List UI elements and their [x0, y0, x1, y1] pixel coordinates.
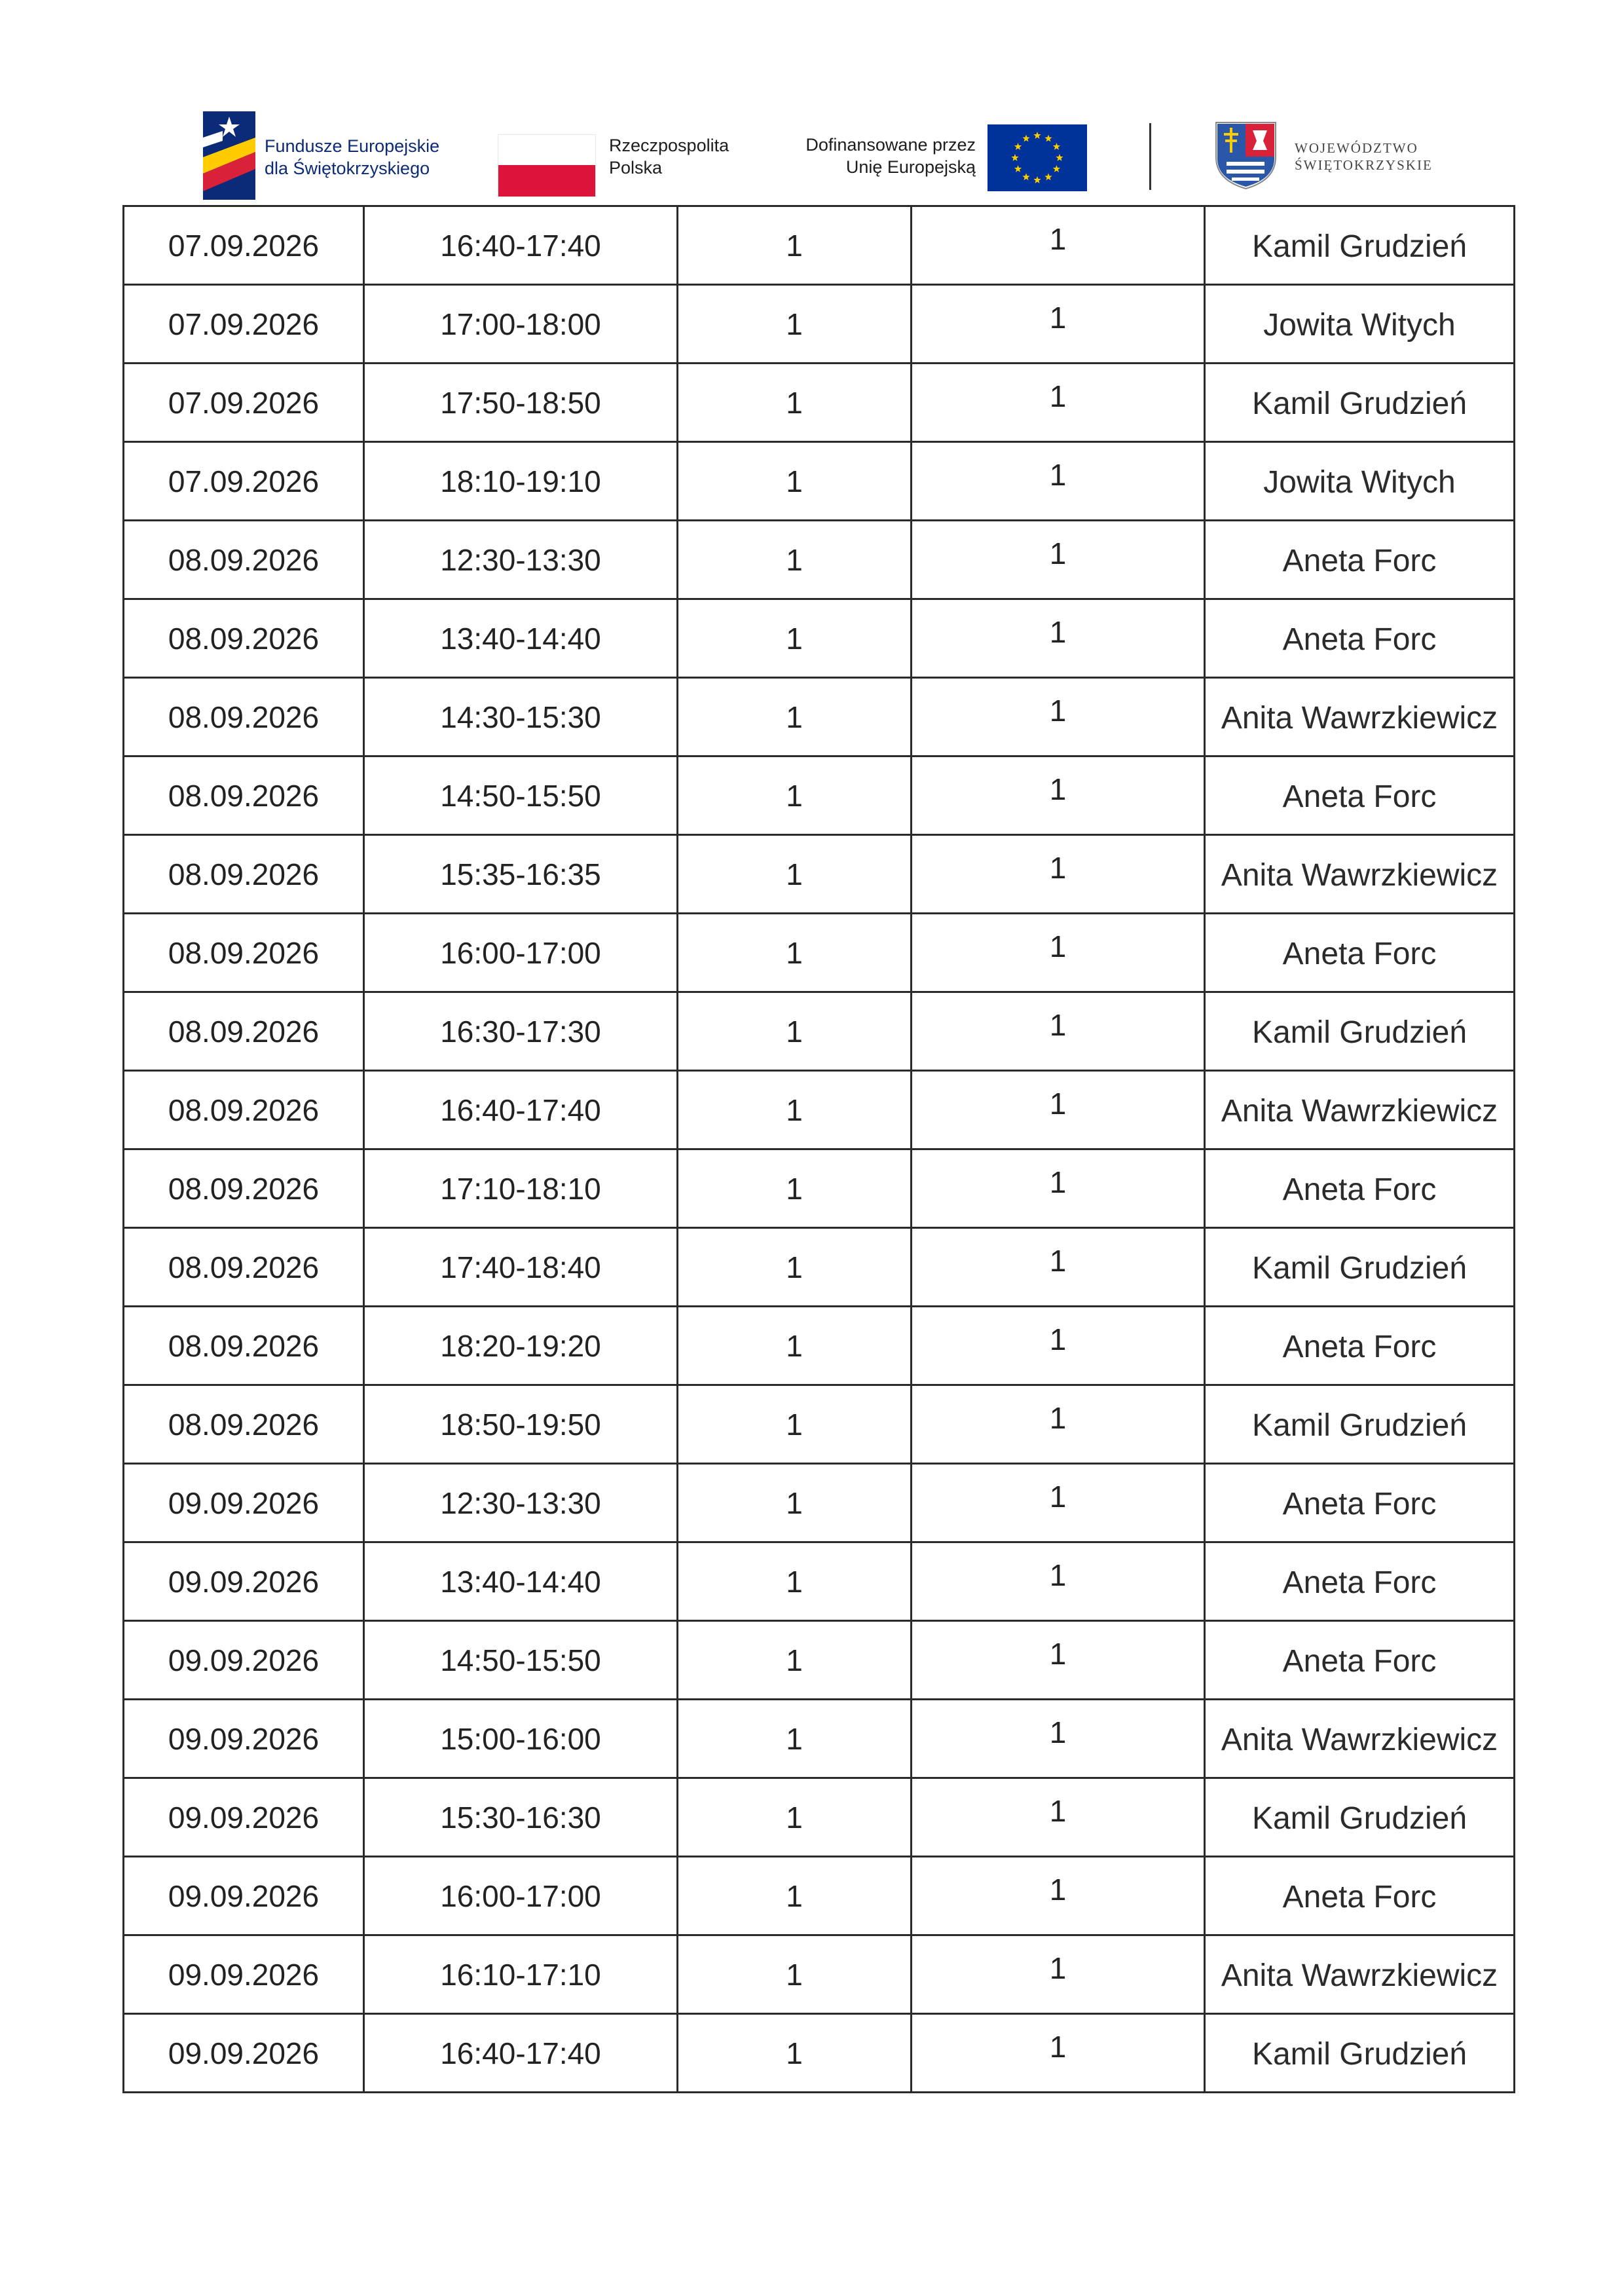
count-cell-2	[912, 678, 1205, 756]
count-cell-2-text: 1	[1049, 2029, 1067, 2064]
time-cell	[364, 206, 678, 285]
schedule-table-body	[124, 206, 1515, 2093]
time-cell-text: 15:00-16:00	[440, 1721, 601, 1756]
count-cell-1-text: 1	[786, 1014, 803, 1049]
count-cell-2-text: 1	[1049, 1243, 1067, 1278]
count-cell-2-text: 1	[1049, 1086, 1067, 1121]
date-cell	[124, 599, 364, 678]
count-cell-1	[678, 678, 912, 756]
time-cell	[364, 1071, 678, 1149]
person-cell	[1205, 1621, 1515, 1700]
date-cell	[124, 1857, 364, 1935]
table-row	[124, 1307, 1515, 1385]
count-cell-1-text: 1	[786, 1878, 803, 1913]
count-cell-2-text: 1	[1049, 1479, 1067, 1514]
date-cell	[124, 1778, 364, 1857]
date-cell-text: 09.09.2026	[168, 2036, 320, 2070]
count-cell-2	[912, 521, 1205, 599]
time-cell-text: 16:40-17:40	[440, 2036, 601, 2070]
time-cell-text: 18:10-19:10	[440, 464, 601, 498]
time-cell-text: 16:00-17:00	[440, 1878, 601, 1913]
count-cell-2-text: 1	[1049, 221, 1067, 256]
time-cell-text: 12:30-13:30	[440, 1485, 601, 1520]
count-cell-1-text: 1	[786, 1328, 803, 1363]
date-cell-text: 09.09.2026	[168, 1878, 320, 1913]
count-cell-1-text: 1	[786, 385, 803, 420]
sw-logo-line1: WOJEWÓDZTWO	[1295, 140, 1418, 156]
date-cell	[124, 2014, 364, 2093]
eu-logo-line1: Dofinansowane przez	[805, 135, 976, 155]
rzeczpospolita-polska-logo	[498, 134, 773, 200]
count-cell-1	[678, 2014, 912, 2093]
date-cell-text: 08.09.2026	[168, 700, 320, 734]
person-cell	[1205, 599, 1515, 678]
count-cell-2-text: 1	[1049, 379, 1067, 413]
time-cell-text: 17:40-18:40	[440, 1250, 601, 1284]
count-cell-1	[678, 1385, 912, 1464]
date-cell-text: 08.09.2026	[168, 1328, 320, 1363]
count-cell-2	[912, 1385, 1205, 1464]
person-cell-text: Anita Wawrzkiewicz	[1221, 1958, 1498, 1993]
date-cell	[124, 1307, 364, 1385]
count-cell-2	[912, 756, 1205, 835]
eu-star-icon	[1022, 173, 1029, 180]
time-cell-text: 14:30-15:30	[440, 700, 601, 734]
time-cell-text: 13:40-14:40	[440, 621, 601, 656]
rp-logo-line2: Polska	[609, 158, 663, 177]
date-cell-text: 09.09.2026	[168, 1721, 320, 1756]
count-cell-1-text: 1	[786, 1485, 803, 1520]
count-cell-1	[678, 1464, 912, 1542]
count-cell-1	[678, 1228, 912, 1307]
person-cell	[1205, 442, 1515, 521]
count-cell-2	[912, 2014, 1205, 2093]
time-cell	[364, 1149, 678, 1228]
table-row	[124, 914, 1515, 992]
time-cell	[364, 1307, 678, 1385]
time-cell	[364, 2014, 678, 2093]
count-cell-1	[678, 364, 912, 442]
date-cell-text: 09.09.2026	[168, 1800, 320, 1835]
count-cell-1-text: 1	[786, 1643, 803, 1677]
date-cell-text: 07.09.2026	[168, 464, 320, 498]
time-cell	[364, 1935, 678, 2014]
time-cell-text: 15:30-16:30	[440, 1800, 601, 1835]
date-cell-text: 08.09.2026	[168, 1250, 320, 1284]
count-cell-1	[678, 1542, 912, 1621]
date-cell-text: 08.09.2026	[168, 1407, 320, 1442]
date-cell	[124, 1935, 364, 2014]
time-cell	[364, 599, 678, 678]
date-cell-text: 09.09.2026	[168, 1957, 320, 1992]
date-cell	[124, 285, 364, 364]
eu-cofunding-logo	[773, 124, 1087, 196]
time-cell	[364, 1778, 678, 1857]
count-cell-1	[678, 1700, 912, 1778]
person-cell	[1205, 285, 1515, 364]
count-cell-2-text: 1	[1049, 457, 1067, 492]
count-cell-2-text: 1	[1049, 772, 1067, 806]
time-cell-text: 12:30-13:30	[440, 542, 601, 577]
table-row	[124, 1778, 1515, 1857]
count-cell-1-text: 1	[786, 464, 803, 498]
date-cell-text: 08.09.2026	[168, 1171, 320, 1206]
time-cell	[364, 1542, 678, 1621]
count-cell-2-text: 1	[1049, 1950, 1067, 1985]
logo-header	[0, 0, 1624, 216]
person-cell	[1205, 1857, 1515, 1935]
count-cell-1	[678, 914, 912, 992]
count-cell-2	[912, 1778, 1205, 1857]
count-cell-1-text: 1	[786, 1171, 803, 1206]
schedule-table	[122, 205, 1515, 2093]
time-cell	[364, 678, 678, 756]
eu-star-icon	[1022, 135, 1029, 142]
time-cell	[364, 1385, 678, 1464]
date-cell-text: 08.09.2026	[168, 1092, 320, 1127]
count-cell-2-text: 1	[1049, 1165, 1067, 1199]
table-row	[124, 1621, 1515, 1700]
count-cell-1-text: 1	[786, 700, 803, 734]
count-cell-1	[678, 1621, 912, 1700]
table-row	[124, 992, 1515, 1071]
table-row	[124, 1935, 1515, 2014]
time-cell	[364, 1464, 678, 1542]
date-cell-text: 08.09.2026	[168, 542, 320, 577]
count-cell-2-text: 1	[1049, 1400, 1067, 1435]
time-cell	[364, 835, 678, 914]
count-cell-2	[912, 1464, 1205, 1542]
person-cell-text: Anita Wawrzkiewicz	[1221, 701, 1498, 736]
count-cell-2	[912, 1071, 1205, 1149]
person-cell-text: Kamil Grudzień	[1251, 1015, 1467, 1050]
person-cell	[1205, 678, 1515, 756]
count-cell-1-text: 1	[786, 1957, 803, 1992]
time-cell	[364, 756, 678, 835]
count-cell-1	[678, 835, 912, 914]
eu-star-icon	[1053, 143, 1061, 150]
eu-star-icon	[1014, 143, 1022, 150]
time-cell-text: 16:30-17:30	[440, 1014, 601, 1049]
count-cell-1	[678, 1778, 912, 1857]
date-cell	[124, 678, 364, 756]
time-cell-text: 17:10-18:10	[440, 1171, 601, 1206]
count-cell-2	[912, 1857, 1205, 1935]
date-cell-text: 09.09.2026	[168, 1643, 320, 1677]
count-cell-2	[912, 1307, 1205, 1385]
date-cell	[124, 364, 364, 442]
table-row	[124, 521, 1515, 599]
count-cell-1-text: 1	[786, 228, 803, 263]
date-cell	[124, 1542, 364, 1621]
eu-star-icon	[1033, 132, 1041, 139]
person-cell-text: Kamil Grudzień	[1251, 1408, 1467, 1443]
person-cell-text: Aneta Forc	[1282, 1487, 1437, 1521]
time-cell	[364, 442, 678, 521]
time-cell	[364, 992, 678, 1071]
count-cell-2-text: 1	[1049, 1793, 1067, 1828]
count-cell-1	[678, 1857, 912, 1935]
table-row	[124, 599, 1515, 678]
count-cell-2	[912, 1935, 1205, 2014]
table-row	[124, 1542, 1515, 1621]
table-row	[124, 1149, 1515, 1228]
date-cell	[124, 1621, 364, 1700]
count-cell-1-text: 1	[786, 542, 803, 577]
date-cell	[124, 1149, 364, 1228]
time-cell-text: 16:00-17:00	[440, 935, 601, 970]
time-cell-text: 16:40-17:40	[440, 228, 601, 263]
count-cell-1-text: 1	[786, 1407, 803, 1442]
time-cell	[364, 285, 678, 364]
count-cell-2-text: 1	[1049, 536, 1067, 570]
table-row	[124, 835, 1515, 914]
count-cell-1	[678, 442, 912, 521]
wojewodztwo-swietokrzyskie-logo	[1215, 121, 1450, 193]
date-cell	[124, 914, 364, 992]
eu-flag-icon	[987, 124, 1087, 191]
person-cell-text: Aneta Forc	[1282, 1565, 1437, 1600]
person-cell-text: Anita Wawrzkiewicz	[1221, 1723, 1498, 1757]
person-cell	[1205, 835, 1515, 914]
table-row	[124, 1857, 1515, 1935]
count-cell-2-text: 1	[1049, 850, 1067, 885]
time-cell-text: 15:35-16:35	[440, 857, 601, 891]
date-cell-text: 08.09.2026	[168, 621, 320, 656]
rp-logo-line1: Rzeczpospolita	[609, 136, 729, 155]
count-cell-1	[678, 206, 912, 285]
table-row	[124, 1228, 1515, 1307]
count-cell-2-text: 1	[1049, 1715, 1067, 1749]
logo-divider	[1149, 123, 1151, 190]
date-cell-text: 09.09.2026	[168, 1564, 320, 1599]
count-cell-1-text: 1	[786, 1092, 803, 1127]
count-cell-2	[912, 206, 1205, 285]
table-row	[124, 285, 1515, 364]
date-cell-text: 08.09.2026	[168, 857, 320, 891]
person-cell-text: Anita Wawrzkiewicz	[1221, 1094, 1498, 1129]
count-cell-1	[678, 521, 912, 599]
date-cell	[124, 835, 364, 914]
count-cell-2-text: 1	[1049, 1007, 1067, 1042]
fe-logo-line2: dla Świętokrzyskiego	[265, 159, 430, 178]
count-cell-2	[912, 285, 1205, 364]
person-cell	[1205, 1700, 1515, 1778]
person-cell-text: Aneta Forc	[1282, 937, 1437, 971]
person-cell	[1205, 1307, 1515, 1385]
date-cell	[124, 442, 364, 521]
count-cell-2	[912, 1621, 1205, 1700]
person-cell-text: Aneta Forc	[1282, 622, 1437, 657]
table-row	[124, 364, 1515, 442]
person-cell	[1205, 992, 1515, 1071]
person-cell	[1205, 756, 1515, 835]
table-row	[124, 1071, 1515, 1149]
sw-logo-line2: ŚWIĘTOKRZYSKIE	[1295, 157, 1433, 173]
time-cell	[364, 1857, 678, 1935]
eu-star-icon	[1044, 173, 1052, 180]
fe-emblem-icon	[203, 111, 255, 200]
date-cell-text: 08.09.2026	[168, 778, 320, 813]
table-row	[124, 756, 1515, 835]
date-cell	[124, 1464, 364, 1542]
count-cell-1-text: 1	[786, 1250, 803, 1284]
date-cell	[124, 1228, 364, 1307]
count-cell-2	[912, 914, 1205, 992]
person-cell-text: Anita Wawrzkiewicz	[1221, 858, 1498, 893]
date-cell	[124, 1700, 364, 1778]
table-row	[124, 1700, 1515, 1778]
person-cell	[1205, 914, 1515, 992]
count-cell-1	[678, 1071, 912, 1149]
date-cell-text: 08.09.2026	[168, 935, 320, 970]
count-cell-2	[912, 992, 1205, 1071]
count-cell-1-text: 1	[786, 2036, 803, 2070]
count-cell-1	[678, 756, 912, 835]
person-cell-text: Aneta Forc	[1282, 1330, 1437, 1364]
person-cell-text: Kamil Grudzień	[1251, 1251, 1467, 1286]
count-cell-1	[678, 1935, 912, 2014]
time-cell-text: 18:50-19:50	[440, 1407, 601, 1442]
person-cell-text: Jowita Witych	[1263, 308, 1456, 343]
count-cell-2-text: 1	[1049, 929, 1067, 963]
table-row	[124, 1464, 1515, 1542]
time-cell-text: 14:50-15:50	[440, 1643, 601, 1677]
person-cell-text: Kamil Grudzień	[1251, 229, 1467, 264]
time-cell-text: 13:40-14:40	[440, 1564, 601, 1599]
person-cell-text: Jowita Witych	[1263, 465, 1456, 500]
table-row	[124, 442, 1515, 521]
date-cell-text: 07.09.2026	[168, 307, 320, 341]
time-cell-text: 17:50-18:50	[440, 385, 601, 420]
date-cell	[124, 1071, 364, 1149]
eu-star-icon	[1056, 154, 1063, 161]
count-cell-1-text: 1	[786, 621, 803, 656]
count-cell-1	[678, 285, 912, 364]
count-cell-1-text: 1	[786, 857, 803, 891]
count-cell-2	[912, 364, 1205, 442]
time-cell	[364, 521, 678, 599]
count-cell-1-text: 1	[786, 935, 803, 970]
date-cell	[124, 992, 364, 1071]
count-cell-2	[912, 1149, 1205, 1228]
time-cell-text: 16:10-17:10	[440, 1957, 601, 1992]
table-row	[124, 1385, 1515, 1464]
date-cell-text: 08.09.2026	[168, 1014, 320, 1049]
polish-flag-icon	[498, 134, 596, 197]
person-cell-text: Kamil Grudzień	[1251, 2037, 1467, 2072]
person-cell	[1205, 1464, 1515, 1542]
date-cell	[124, 206, 364, 285]
person-cell	[1205, 1542, 1515, 1621]
count-cell-1-text: 1	[786, 1564, 803, 1599]
table-row	[124, 678, 1515, 756]
time-cell	[364, 1621, 678, 1700]
count-cell-2-text: 1	[1049, 1872, 1067, 1907]
person-cell	[1205, 1228, 1515, 1307]
eu-star-icon	[1053, 165, 1061, 172]
count-cell-2-text: 1	[1049, 693, 1067, 728]
fe-logo-line1: Fundusze Europejskie	[265, 136, 440, 156]
count-cell-1-text: 1	[786, 1800, 803, 1835]
time-cell	[364, 364, 678, 442]
date-cell-text: 09.09.2026	[168, 1485, 320, 1520]
count-cell-1	[678, 599, 912, 678]
eu-star-icon	[1044, 135, 1052, 142]
eu-star-icon	[1011, 154, 1018, 161]
table-row	[124, 206, 1515, 285]
count-cell-1-text: 1	[786, 778, 803, 813]
time-cell	[364, 914, 678, 992]
time-cell	[364, 1700, 678, 1778]
time-cell-text: 18:20-19:20	[440, 1328, 601, 1363]
person-cell-text: Aneta Forc	[1282, 544, 1437, 578]
person-cell-text: Aneta Forc	[1282, 1644, 1437, 1679]
person-cell-text: Kamil Grudzień	[1251, 1801, 1467, 1836]
eu-star-icon	[1014, 165, 1022, 172]
person-cell	[1205, 1071, 1515, 1149]
count-cell-2-text: 1	[1049, 614, 1067, 649]
count-cell-2-text: 1	[1049, 300, 1067, 335]
count-cell-1	[678, 1307, 912, 1385]
count-cell-1	[678, 992, 912, 1071]
person-cell	[1205, 2014, 1515, 2093]
date-cell	[124, 521, 364, 599]
person-cell	[1205, 206, 1515, 285]
count-cell-1	[678, 1149, 912, 1228]
count-cell-2	[912, 599, 1205, 678]
person-cell-text: Aneta Forc	[1282, 1880, 1437, 1914]
date-cell	[124, 1385, 364, 1464]
person-cell	[1205, 521, 1515, 599]
date-cell-text: 07.09.2026	[168, 228, 320, 263]
person-cell-text: Kamil Grudzień	[1251, 386, 1467, 421]
person-cell	[1205, 364, 1515, 442]
count-cell-2-text: 1	[1049, 1322, 1067, 1356]
count-cell-2-text: 1	[1049, 1558, 1067, 1592]
person-cell-text: Aneta Forc	[1282, 779, 1437, 814]
time-cell-text: 14:50-15:50	[440, 778, 601, 813]
table-row	[124, 2014, 1515, 2093]
date-cell-text: 07.09.2026	[168, 385, 320, 420]
count-cell-2	[912, 1700, 1205, 1778]
count-cell-2	[912, 1542, 1205, 1621]
count-cell-2-text: 1	[1049, 1636, 1067, 1671]
count-cell-2	[912, 442, 1205, 521]
count-cell-2	[912, 1228, 1205, 1307]
count-cell-1-text: 1	[786, 307, 803, 341]
eu-logo-line2: Unię Europejską	[845, 157, 976, 177]
person-cell	[1205, 1385, 1515, 1464]
time-cell-text: 16:40-17:40	[440, 1092, 601, 1127]
person-cell	[1205, 1935, 1515, 2014]
date-cell	[124, 756, 364, 835]
eu-star-icon	[1033, 176, 1041, 183]
coat-of-arms-icon	[1215, 121, 1277, 190]
person-cell	[1205, 1778, 1515, 1857]
count-cell-2	[912, 835, 1205, 914]
person-cell	[1205, 1149, 1515, 1228]
count-cell-1-text: 1	[786, 1721, 803, 1756]
time-cell	[364, 1228, 678, 1307]
person-cell-text: Aneta Forc	[1282, 1172, 1437, 1207]
time-cell-text: 17:00-18:00	[440, 307, 601, 341]
